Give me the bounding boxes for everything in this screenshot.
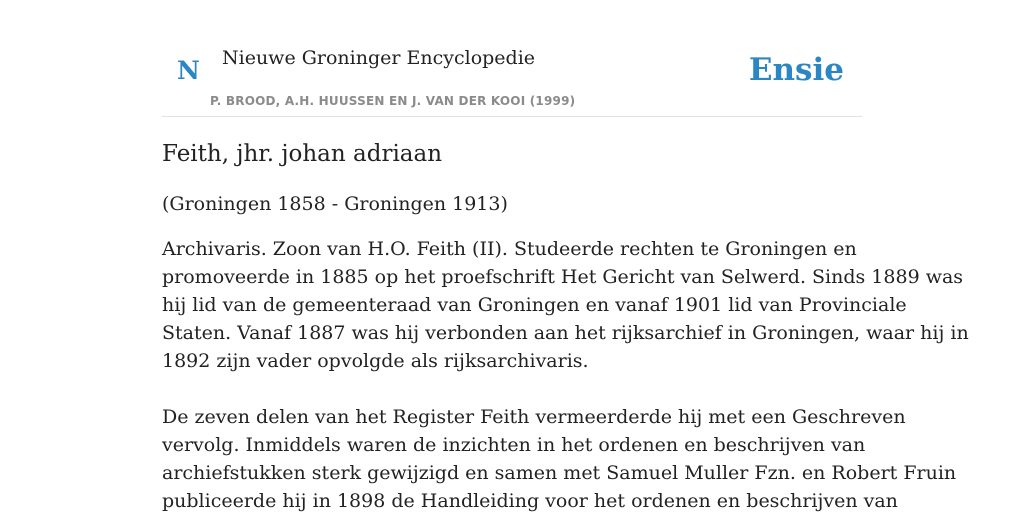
entry-title: Feith, jhr. johan adriaan	[162, 141, 443, 167]
paragraph-line: archiefstukken sterk gewijzigd en samen met Samuel Muller Fzn. en Robert Fruin	[162, 462, 957, 484]
paragraph-line: Staten. Vanaf 1887 was hij verbonden aan het rijksarchief in Groningen, waar hij in	[162, 322, 969, 344]
paragraph-line: Archivaris. Zoon van H.O. Feith (II). Studeerde rechten te Groningen en	[162, 238, 857, 260]
book-logo[interactable]: N	[177, 56, 200, 85]
paragraph-line: promoveerde in 1885 op het proefschrift Het Gericht van Selwerd. Sinds 1889 was	[162, 266, 964, 288]
paragraph-line: hij lid van de gemeenteraad van Groningen en vanaf 1901 lid van Provinciale	[162, 294, 907, 316]
page-header	[162, 0, 862, 117]
book-authors: P. BROOD, A.H. HUUSSEN EN J. VAN DER KOOI (1999)	[210, 94, 576, 108]
paragraph-line: publiceerde hij in 1898 de Handleiding voor het ordenen en beschrijven van	[162, 490, 898, 512]
ensie-logo-link[interactable]: Ensie	[748, 52, 844, 88]
paragraph-line: De zeven delen van het Register Feith vermeerderde hij met een Geschreven	[162, 406, 906, 428]
paragraph-line: 1892 zijn vader opvolgde als rijksarchivaris.	[162, 350, 589, 372]
entry-paragraph-1	[162, 235, 969, 375]
entry-content	[162, 136, 969, 512]
book-title[interactable]: Nieuwe Groninger Encyclopedie	[222, 47, 536, 69]
entry-paragraph-2	[162, 403, 957, 512]
entry-life-dates: (Groningen 1858 - Groningen 1913)	[162, 193, 508, 215]
paragraph-line: vervolg. Inmiddels waren de inzichten in het ordenen en beschrijven van	[162, 434, 866, 456]
